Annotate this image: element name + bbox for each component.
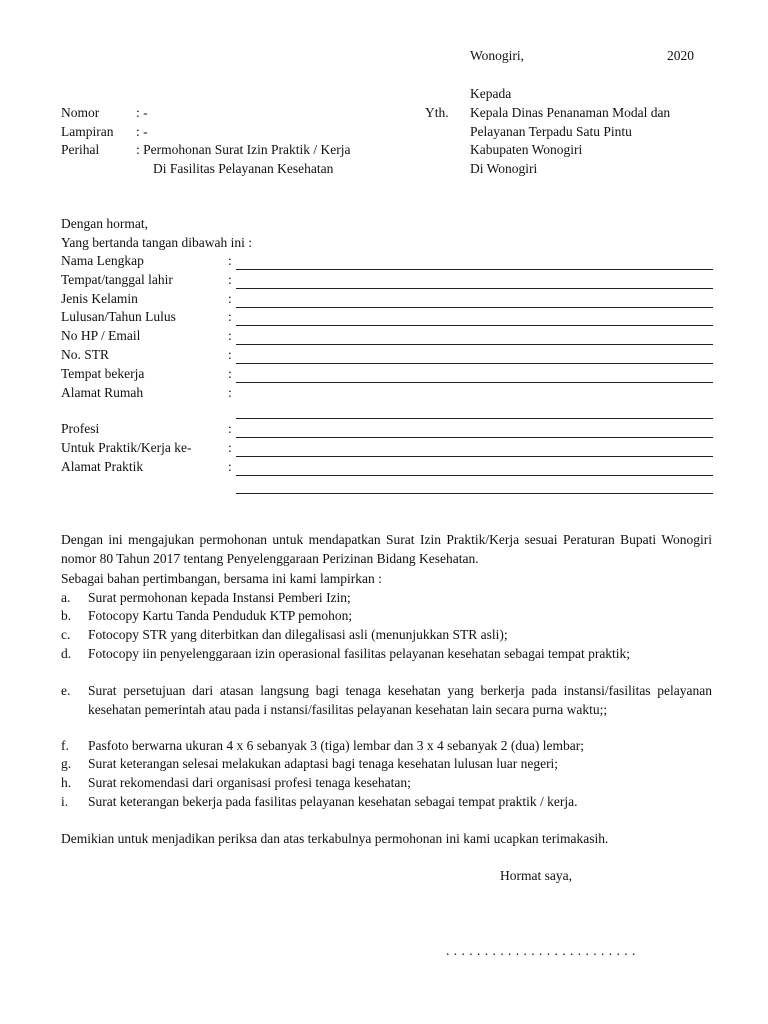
attachment-letter: g. <box>61 756 72 771</box>
attachment-text: Fotocopy STR yang diterbitkan dan dilegalisasi asli (menunjukkan STR asli); <box>88 627 508 642</box>
field-line-tempat-bekerja[interactable] <box>236 382 713 383</box>
attachment-text: Surat persetujuan dari atasan langsung bagi tenaga kesehatan yang berkerja pada instansi/fasilitas pelayanan kesehatan pemerintah atau pada i nstansi/fasilitas pelayanan kesehatan lain secara purna waktu;; <box>88 683 712 717</box>
attachment-text: Fotocopy Kartu Tanda Penduduk KTP pemohon; <box>88 608 353 623</box>
attachment-text: Surat keterangan selesai melakukan adaptasi bagi tenaga kesehatan lulusan luar negeri; <box>88 756 559 771</box>
attachment-text: Surat keterangan bekerja pada fasilitas pelayanan kesehatan sebagai tempat praktik / kerja. <box>88 794 578 809</box>
field-colon: : <box>228 347 232 362</box>
intro-text: Yang bertanda tangan dibawah ini : <box>61 235 252 250</box>
field-label-lulusan: Lulusan/Tahun Lulus <box>61 309 176 324</box>
recipient-line-1: Kepala Dinas Penanaman Modal dan <box>470 105 671 120</box>
nomor-label: Nomor <box>61 105 100 120</box>
field-line-alamat-praktik-2[interactable] <box>236 493 713 494</box>
field-colon: : <box>228 309 232 324</box>
field-colon: : <box>228 421 232 436</box>
field-line-alamat-rumah[interactable] <box>236 418 713 419</box>
field-label-alamat-rumah: Alamat Rumah <box>61 385 144 400</box>
field-label-profesi: Profesi <box>61 421 100 436</box>
field-line-praktik-ke[interactable] <box>236 456 713 457</box>
kepada-label: Kepada <box>470 86 512 101</box>
regards-text: Hormat saya, <box>500 868 572 883</box>
lampiran-value: : - <box>136 124 148 139</box>
perihal-value: : Permohonan Surat Izin Praktik / Kerja <box>136 142 351 157</box>
city-date: Wonogiri, <box>470 48 525 63</box>
field-colon: : <box>228 440 232 455</box>
attachment-letter: d. <box>61 646 72 661</box>
field-colon: : <box>228 385 232 400</box>
field-label-hp: No HP / Email <box>61 328 141 343</box>
field-label-ttl: Tempat/tanggal lahir <box>61 272 173 287</box>
field-label-alamat-praktik: Alamat Praktik <box>61 459 144 474</box>
field-colon: : <box>228 253 232 268</box>
closing-text: Demikian untuk menjadikan periksa dan atas terkabulnya permohonan ini kami ucapkan terimakasih. <box>61 831 609 846</box>
field-label-praktik-ke: Untuk Praktik/Kerja ke- <box>61 440 192 455</box>
field-line-str[interactable] <box>236 363 713 364</box>
attachment-text: Surat permohonan kepada Instansi Pemberi Izin; <box>88 590 351 605</box>
field-line-profesi[interactable] <box>236 437 713 438</box>
attachment-letter: f. <box>61 738 69 753</box>
attachment-letter: i. <box>61 794 69 809</box>
recipient-line-2: Pelayanan Terpadu Satu Pintu <box>470 124 632 139</box>
attachment-letter: h. <box>61 775 72 790</box>
perihal-label: Perihal <box>61 142 100 157</box>
perihal-value-2: Di Fasilitas Pelayanan Kesehatan <box>153 161 334 176</box>
field-colon: : <box>228 291 232 306</box>
attachment-letter: b. <box>61 608 72 623</box>
recipient-line-4: Di Wonogiri <box>470 161 538 176</box>
signature-line: . . . . . . . . . . . . . . . . . . . . . . . . . <box>446 943 636 958</box>
attachment-text: Fotocopy iin penyelenggaraan izin operasional fasilitas pelayanan kesehatan sebagai tempat praktik; <box>88 646 631 661</box>
field-label-tempat-bekerja: Tempat bekerja <box>61 366 145 381</box>
field-label-kelamin: Jenis Kelamin <box>61 291 138 306</box>
nomor-value: : - <box>136 105 148 120</box>
field-colon: : <box>228 328 232 343</box>
field-line-lulusan[interactable] <box>236 325 713 326</box>
attachment-text: Surat rekomendasi dari organisasi profesi tenaga kesehatan; <box>88 775 411 790</box>
field-line-hp[interactable] <box>236 344 713 345</box>
field-line-ttl[interactable] <box>236 288 713 289</box>
year: 2020 <box>667 48 694 63</box>
field-label-nama: Nama Lengkap <box>61 253 144 268</box>
field-line-kelamin[interactable] <box>236 307 713 308</box>
yth-label: Yth. <box>425 105 449 120</box>
field-colon: : <box>228 272 232 287</box>
field-line-nama[interactable] <box>236 269 713 270</box>
recipient-line-3: Kabupaten Wonogiri <box>470 142 583 157</box>
attachments-intro: Sebagai bahan pertimbangan, bersama ini kami lampirkan : <box>61 571 382 586</box>
field-label-str: No. STR <box>61 347 110 362</box>
greeting: Dengan hormat, <box>61 216 148 231</box>
attachment-text: Pasfoto berwarna ukuran 4 x 6 sebanyak 3 (tiga) lembar dan 3 x 4 sebanyak 2 (dua) lembar; <box>88 738 584 753</box>
attachment-letter: a. <box>61 590 71 605</box>
field-colon: : <box>228 459 232 474</box>
field-colon: : <box>228 366 232 381</box>
body-paragraph: Dengan ini mengajukan permohonan untuk mendapatkan Surat Izin Praktik/Kerja sesuai Peraturan Bupati Wonogiri nomor 80 Tahun 2017 tentang Penyelenggaraan Perizinan Bidang Kesehatan. <box>61 532 712 566</box>
attachment-letter: e. <box>61 683 71 698</box>
attachment-letter: c. <box>61 627 71 642</box>
field-line-alamat-praktik[interactable] <box>236 475 713 476</box>
lampiran-label: Lampiran <box>61 124 114 139</box>
